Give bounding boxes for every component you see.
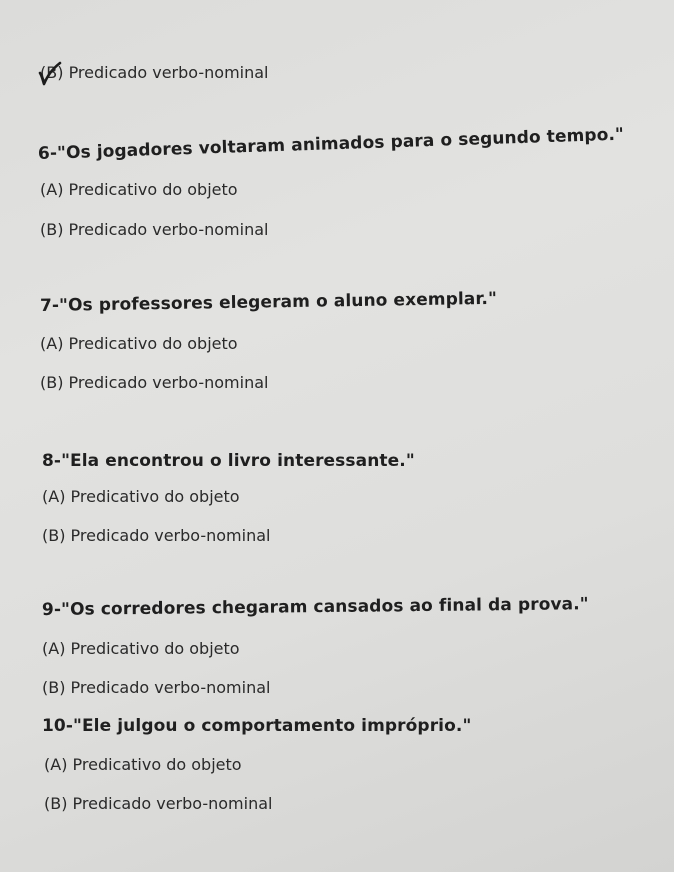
option-text: Predicado verbo-nominal	[68, 63, 269, 82]
question-6-option-b: (B) Predicado verbo-nominal	[40, 220, 269, 239]
question-8-option-a: (A) Predicativo do objeto	[42, 487, 240, 506]
question-7-option-b: (B) Predicado verbo-nominal	[40, 373, 269, 392]
question-9-option-a: (A) Predicativo do objeto	[42, 639, 240, 658]
question-6: 6-"Os jogadores voltaram animados para o segundo tempo."	[37, 124, 625, 164]
question-7-option-a: (A) Predicativo do objeto	[40, 334, 238, 353]
question-10-option-a: (A) Predicativo do objeto	[44, 755, 242, 774]
pen-check-mark-icon	[36, 59, 64, 87]
question-10: 10-"Ele julgou o comportamento impróprio."	[42, 716, 472, 736]
option-prefix: (B)	[40, 63, 64, 82]
answer-mark	[40, 63, 63, 82]
question-7: 7-"Os professores elegeram o aluno exemplar."	[39, 288, 498, 316]
question-9-option-b: (B) Predicado verbo-nominal	[42, 678, 271, 697]
option-b-marked	[40, 63, 269, 82]
question-8: 8-"Ela encontrou o livro interessante."	[42, 451, 415, 471]
question-8-option-b: (B) Predicado verbo-nominal	[42, 526, 271, 545]
question-6-option-a: (A) Predicativo do objeto	[40, 180, 238, 199]
question-9: 9-"Os corredores chegaram cansados ao final da prova."	[41, 594, 589, 620]
question-10-option-b: (B) Predicado verbo-nominal	[44, 794, 273, 813]
